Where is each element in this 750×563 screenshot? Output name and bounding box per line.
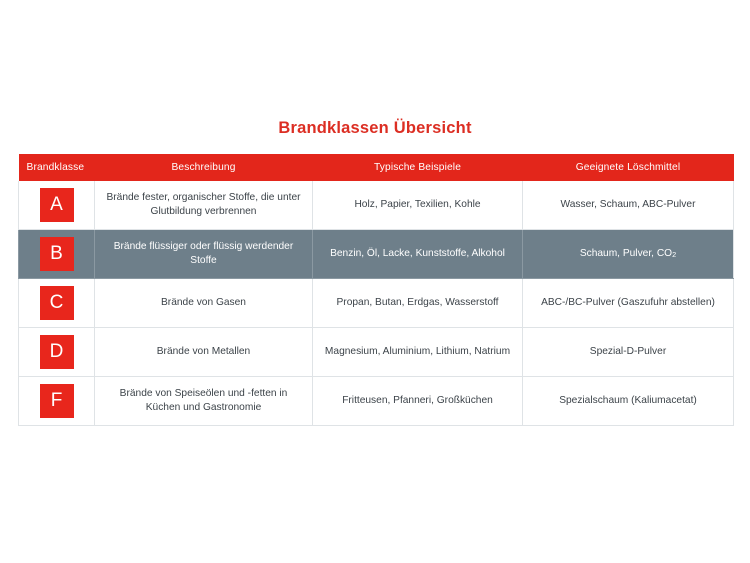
cell-typische-beispiele: Fritteusen, Pfanneri, Großküchen: [313, 377, 523, 426]
cell-typische-beispiele: Holz, Papier, Texilien, Kohle: [313, 181, 523, 230]
loeschmittel-text: Schaum, Pulver, CO: [579, 247, 673, 259]
class-badge-cell: [19, 377, 95, 426]
column-header-geeignete-loeschmittel: Geeignete Löschmittel: [523, 154, 734, 181]
cell-geeignete-loeschmittel: Spezialschaum (Kaliumacetat): [523, 377, 734, 426]
table-row[interactable]: [19, 279, 734, 328]
table-body: [19, 181, 734, 426]
cell-geeignete-loeschmittel: ABC-/BC-Pulver (Gaszufuhr abstellen): [523, 279, 734, 328]
fire-class-badge-b: B: [40, 237, 74, 271]
fire-class-badge-c: C: [40, 286, 74, 320]
table-row[interactable]: [19, 377, 734, 426]
cell-beschreibung: Brände von Speiseölen und -fetten in Küchen und Gastronomie: [95, 377, 313, 426]
table-header-row: [19, 154, 734, 181]
cell-typische-beispiele: Benzin, Öl, Lacke, Kunststoffe, Alkohol: [313, 230, 523, 279]
column-header-beschreibung: Beschreibung: [95, 154, 313, 181]
class-badge-cell: [19, 328, 95, 377]
table-row[interactable]: [19, 181, 734, 230]
cell-geeignete-loeschmittel: Spezial-D-Pulver: [523, 328, 734, 377]
cell-beschreibung: Brände flüssiger oder flüssig werdender Stoffe: [95, 230, 313, 279]
cell-geeignete-loeschmittel: Wasser, Schaum, ABC-Pulver: [523, 181, 734, 230]
table-row[interactable]: [19, 328, 734, 377]
cell-beschreibung: Brände von Metallen: [95, 328, 313, 377]
class-badge-cell: [19, 181, 95, 230]
cell-beschreibung: Brände von Gasen: [95, 279, 313, 328]
column-header-typische-beispiele: Typische Beispiele: [313, 154, 523, 181]
fire-class-badge-a: A: [40, 188, 74, 222]
cell-beschreibung: Brände fester, organischer Stoffe, die unter Glutbildung verbrennen: [95, 181, 313, 230]
class-badge-cell: [19, 279, 95, 328]
class-badge-cell: [19, 230, 95, 279]
fire-class-badge-d: D: [40, 335, 74, 369]
cell-geeignete-loeschmittel: [523, 230, 734, 279]
cell-typische-beispiele: Magnesium, Aluminium, Lithium, Natrium: [313, 328, 523, 377]
table-row[interactable]: [19, 230, 734, 279]
column-header-brandklasse: Brandklasse: [19, 154, 95, 181]
fire-classes-table: [18, 154, 734, 426]
co2-subscript: 2: [672, 250, 677, 260]
fire-classes-table-container: [18, 154, 733, 426]
cell-typische-beispiele: Propan, Butan, Erdgas, Wasserstoff: [313, 279, 523, 328]
fire-class-badge-f: F: [40, 384, 74, 418]
page-title: Brandklassen Übersicht: [278, 119, 472, 137]
table-header: [19, 154, 734, 181]
